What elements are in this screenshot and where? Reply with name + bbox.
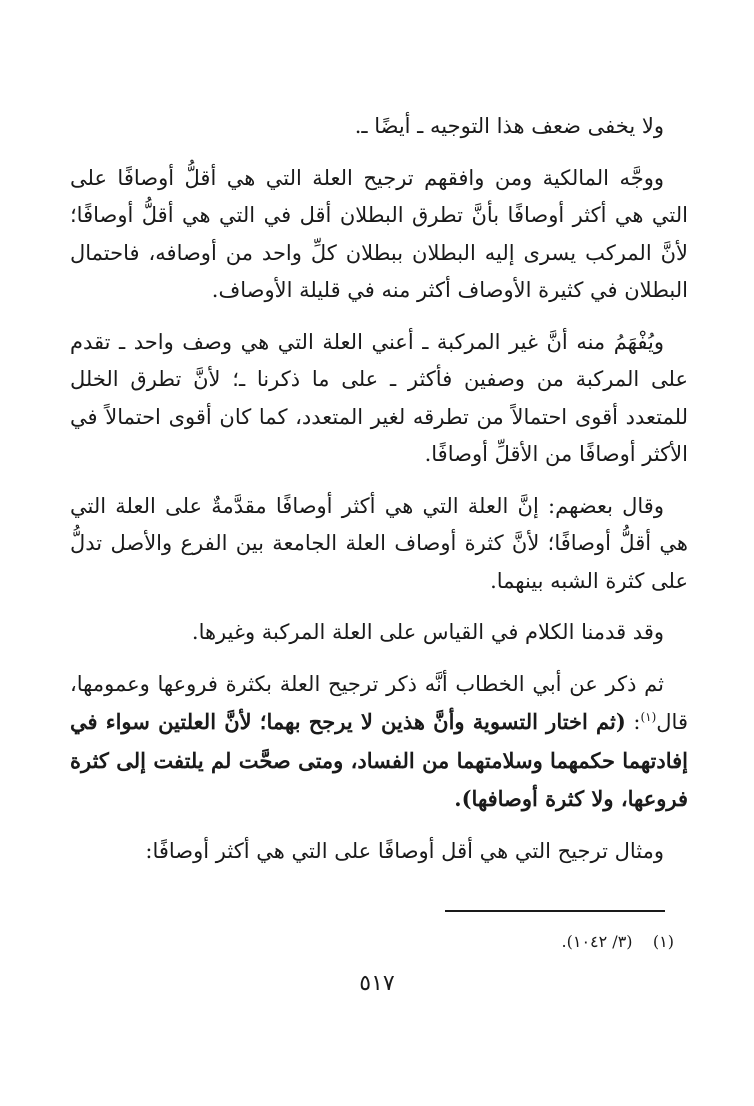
page-body xyxy=(70,108,688,884)
paragraph-1: ولا يخفى ضعف هذا التوجيه ـ أيضًا ـ. xyxy=(354,114,664,138)
paragraph-example: ومثال ترجيح التي هي أقل أوصافًا على التي هي أكثر أوصافًا: xyxy=(145,838,664,863)
paragraph-4: وقال بعضهم: إنَّ العلة التي هي أكثر أوصافًا مقدَّمةٌ على العلة التي هي أقلُّ أوصافًا؛ لأنَّ كثرة أوصاف العلة الجامعة بين الفرع والأصل تدلُّ على كثرة الشبه بينهما. xyxy=(70,493,688,593)
paragraph-abu-khattab xyxy=(70,666,688,819)
paragraph-abu-khattab-colon: : xyxy=(625,710,641,734)
abu-khattab-quote: (ثم اختار التسوية وأنَّ هذين لا يرجح بهما؛ لأنَّ العلتين سواء في إفادتهما حكمهما وسلامتهما من الفساد، ومتى صحَّت لم يلتفت إلى كثرة فروعها، ولا كثرة أوصافها). xyxy=(70,709,688,811)
footnote-marker: (١) xyxy=(652,932,674,951)
page-number: ٥١٧ xyxy=(359,971,395,996)
paragraph-abu-khattab-intro: ثم ذكر عن أبي الخطاب أنَّه ذكر ترجيح العلة بكثرة فروعها وعمومها، قال xyxy=(70,671,688,734)
paragraph-2: ووجَّه المالكية ومن وافقهم ترجيح العلة التي هي أقلُّ أوصافًا على التي هي أكثر أوصافًا بأنَّ تطرق البطلان أقل في التي هي أقلُّ أوصافًا؛ لأنَّ المركب يسرى إليه البطلان ببطلان كلِّ واحد من أوصافه، فاحتمال البطلان في كثيرة الأوصاف أكثر منه في قليلة الأوصاف. xyxy=(70,165,689,302)
footnote-divider xyxy=(445,910,665,912)
footnote xyxy=(70,930,674,954)
footnote-reference[interactable]: (١) xyxy=(640,710,657,724)
paragraph-5: وقد قدمنا الكلام في القياس على العلة المركبة وغيرها. xyxy=(191,620,664,644)
footnote-text: (٣/ ١٠٤٢). xyxy=(561,932,633,951)
paragraph-3: ويُفْهَمُ منه أنَّ غير المركبة ـ أعني العلة التي هي وصف واحد ـ تقدم على المركبة من وصفين فأكثر ـ على ما ذكرنا ـ؛ لأنَّ تطرق الخلل للمتعدد أقوى احتمالاً من تطرقه لغير المتعدد، كما كان أقوى احتمالاً في الأكثر أوصافًا من الأقلِّ أوصافًا. xyxy=(70,329,688,466)
